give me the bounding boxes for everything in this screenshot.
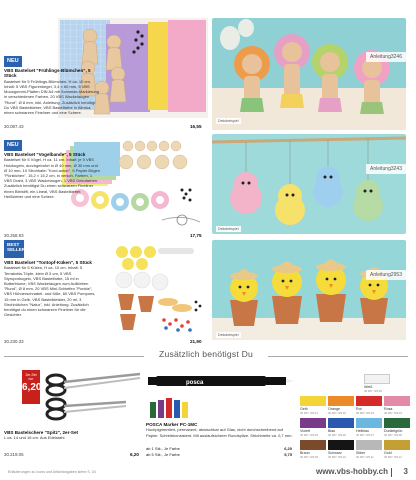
swatch-name: Blau (328, 429, 336, 433)
marker-price-2 (146, 452, 296, 457)
swatch-hellblau[interactable] (356, 418, 382, 437)
swatch-number: 30.967.729.10 (328, 455, 346, 459)
swatch-chip (300, 396, 326, 406)
swatch-chip (300, 440, 326, 450)
swatch-chip (364, 374, 390, 384)
bird-hanging-photo (212, 134, 406, 234)
marker-price-value-2: 5,75 (284, 452, 292, 457)
marker-title: POSCA Marker PC-1MC (146, 422, 198, 427)
chick-pots-photo (212, 240, 406, 340)
markers-bundle-image (146, 392, 206, 420)
swatch-number: 30.967.729.09 (300, 455, 318, 459)
instructions-label[interactable]: Anleitung3246 (366, 52, 406, 62)
page-number: 3 (403, 467, 408, 476)
swatch-number: 30.967.729.00 (364, 389, 382, 393)
product-title: VBS Bastelset "Tontopf-Küken", 5 Stück (4, 260, 92, 265)
swatch-number: 30.967.729.08 (384, 433, 402, 437)
swatch-chip (356, 396, 382, 406)
swatch-name: Orange (328, 407, 340, 411)
swatch-number: 30.967.729.07 (356, 433, 374, 437)
instructions-label[interactable]: Anleitung3243 (366, 164, 406, 174)
swatch-dunkelgruen[interactable] (384, 418, 410, 437)
product-title: VBS Bastelset "Frühlings-Blümchen", 5 Stück (4, 68, 91, 79)
example-label: Dekobeispiel (218, 119, 239, 123)
swatch-chip (328, 418, 354, 428)
deal-badge-price: 6,20 (22, 382, 42, 393)
article-number: 30.258.93 (4, 233, 24, 238)
swatch-number: 30.967.729.02 (328, 411, 346, 415)
swatch-name: Weiß (364, 385, 373, 389)
scissors-image (42, 368, 144, 424)
product-text: Bastelset für 5 Küken, H ca. 10 cm. Inhalt: 5 Terrakotta-Töpfe, klein Ø 5 cm, 5 VBS Styroporkugeln, VBS Bastelfarbe, 15 ml in Butterblume, VBS Wackelaugen zum Aufkleben "Rund", Ø 8 mm, 20 VBS Mini-Schleifen "Punkte", VBS Hühnerschnabel- und füße, 60 VBS Pompons, 15 mm in Gelb, VBS Bastelkleister, 20 ml, 3 Strohhütchen "Natur", inkl. Anleitung. Zusätzlich benötigst du einen schwarzen Fineliner für die Gesichter. (4, 265, 96, 318)
swatch-number: 30.967.729.11 (356, 455, 374, 459)
footer-url[interactable]: www.vbs-hobby.ch (315, 467, 388, 476)
swatch-orange[interactable] (328, 396, 354, 415)
new-badge: NEU (4, 140, 22, 151)
swatch-rosa[interactable] (384, 396, 410, 415)
footer-note: Erläuterungen zu Icons und Artikelangaben siehe S. 34 (8, 470, 96, 474)
swatch-number: 30.967.729.04 (384, 411, 402, 415)
swatch-name: Hellblau (356, 429, 369, 433)
example-label: Dekobeispiel (218, 227, 239, 231)
swatch-name: Gold (384, 451, 392, 455)
product-description (4, 68, 100, 115)
bestseller-badge: BEST SELLER (4, 240, 24, 258)
swatch-name: Silber (356, 451, 366, 455)
swatch-rot[interactable] (356, 396, 382, 415)
section-heading: Zusätzlich benötigst Du (159, 349, 253, 359)
svg-text:posca: posca (186, 380, 204, 386)
swatch-name: Braun (300, 451, 310, 455)
product-text: Bastelset für 5 Vögel, H ca. 11 cm. Inhalt: je 5 VBS Holzkugeln, durchgebohrt in Ø 40 mm, Ø 30 mm und Ø 10 mm, 10 Strohhalm "Kord-anker", 5 Papier Bögen "Pünktchen", 15,2 × 15,2 cm, in versch. Farben, 1 VBS Draht, 3 VBS Wackelaugen, 1 VBS Dekofarben. Zusätzlich benötigst Du einen schwarzen Fineliner einen Bleistift, ein Lineal, VBS Bastelkleber, Heißkleber und eine Schere. (4, 157, 100, 199)
swatch-number: 30.967.729.06 (328, 433, 346, 437)
marker-image (146, 370, 296, 392)
marker-qty-2: ab 5 Stk., Je Farbe (146, 452, 180, 457)
swatch-chip (384, 396, 410, 406)
product-description (4, 152, 100, 199)
product-price: 21,90 (190, 339, 202, 344)
accessories-section (0, 366, 416, 466)
swatch-name: Schwarz (328, 451, 342, 455)
swatch-name: Dunkelgrün (384, 429, 403, 433)
product-price: 17,75 (190, 233, 202, 238)
product-title: VBS Bastelset "Vogelbande", 5 Stück (4, 152, 86, 157)
swatch-gelb[interactable] (300, 396, 326, 415)
swatch-chip (356, 440, 382, 450)
swatch-chip (300, 418, 326, 428)
product-description (4, 260, 100, 317)
scissors-article: 30.219.05 (4, 452, 24, 457)
swatch-gold[interactable] (384, 440, 410, 459)
product-row-2 (0, 134, 416, 240)
swatch-number: 30.967.729.12 (384, 455, 402, 459)
product-price: 16,55 (190, 124, 202, 129)
swatch-name: Gelb (300, 407, 308, 411)
swatch-chip (328, 440, 354, 450)
article-number: 30.230.33 (4, 339, 24, 344)
marker-price-value-1: 6,20 (284, 446, 292, 451)
product-row-1 (0, 14, 416, 134)
example-label: Dekobeispiel (218, 333, 239, 337)
footer-separator (391, 468, 392, 477)
deal-badge (22, 370, 40, 404)
swatch-chip (384, 440, 410, 450)
swatch-name: Violett (300, 429, 310, 433)
swatch-braun[interactable] (300, 440, 326, 459)
swatch-chip (328, 396, 354, 406)
page-footer (0, 466, 416, 480)
swatch-weiss[interactable] (364, 374, 390, 393)
swatch-number: 30.967.729.03 (356, 411, 374, 415)
swatch-blau[interactable] (328, 418, 354, 437)
scissors-text: L ca. 14 und 16 cm. Aus Edelstahl. (4, 435, 66, 441)
section-divider (4, 349, 408, 363)
product-row-3 (0, 240, 416, 346)
swatch-violett[interactable] (300, 418, 326, 437)
swatch-chip (384, 418, 410, 428)
swatch-number: 30.967.729.05 (300, 433, 318, 437)
scissors-title: VBS Bastelschere "Spitz", 2er-Set (4, 430, 79, 435)
marker-price-1 (146, 446, 296, 451)
product-text: Bastelset für 5 Frühlings-Blümchen. H ca. 10 cm. Inhalt: 5 VBS Figurenkegel, 3,4 × 60 mm, 5 VBS Moosgummi-Platten DIN A4 mit Schneide-Markierung in verschiedenen Farben, 20 VBS Wackelaugen "Rund", Ø 8 mm, inkl. Anleitung. Zusätzlich benötigt Du VBS Bastelkleber, VBS Bastelfarbe in Altrosa, einen schwarzen Fineliner und eine Schere. (4, 78, 99, 116)
divider-line-right (268, 356, 408, 357)
flower-figures-photo (212, 18, 406, 130)
deal-badge-line2: nur (28, 377, 34, 381)
swatch-number: 30.967.729.01 (300, 411, 318, 415)
swatch-name: Rosa (384, 407, 393, 411)
article-number: 30.087.43 (4, 124, 24, 129)
swatch-silber[interactable] (356, 440, 382, 459)
new-badge: NEU (4, 56, 22, 67)
marker-text: Hochpigmentiert, permanent, abwischbar auf Glas, nicht durchschreibend auf Papier. Schreibkonsistent. Mit auslaufsicherer Rundspitze. Strichbreite ca. 0,7 mm. (146, 427, 293, 438)
marker-description (146, 422, 296, 438)
deal-badge-line1: 2er-Set (25, 373, 37, 377)
swatch-name: Rot (356, 407, 362, 411)
scissors-price: 6,20 (130, 452, 139, 457)
marker-qty-1: ab 1 Stk., Je Farbe (146, 446, 180, 451)
scissors-description (4, 430, 144, 441)
instructions-label[interactable]: Anleitung2953 (366, 270, 406, 280)
swatch-schwarz[interactable] (328, 440, 354, 459)
swatch-chip (356, 418, 382, 428)
